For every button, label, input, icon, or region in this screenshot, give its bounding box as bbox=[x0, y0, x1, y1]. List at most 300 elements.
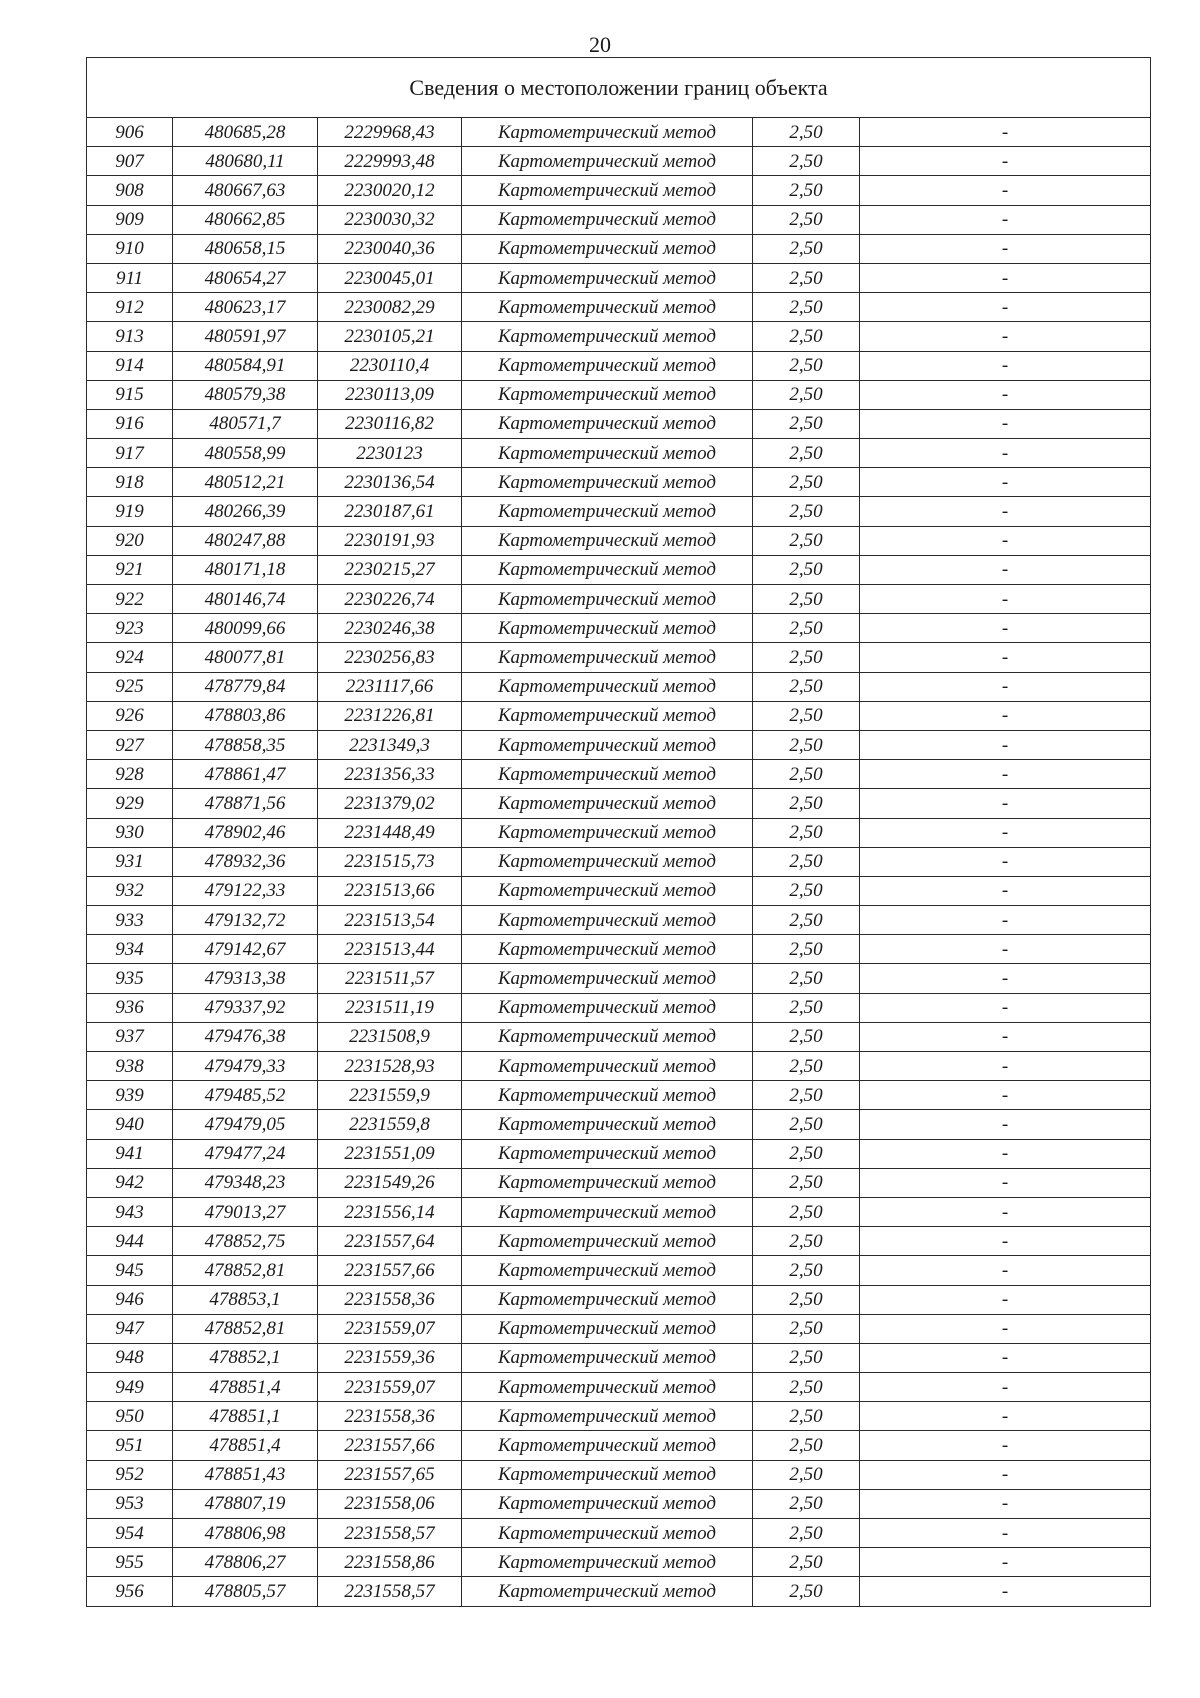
y-coordinate-cell: 2229993,48 bbox=[318, 147, 462, 176]
table-row bbox=[87, 1343, 1151, 1372]
x-coordinate-cell: 479485,52 bbox=[173, 1081, 318, 1110]
method-cell: Картометрический метод bbox=[462, 1519, 753, 1548]
accuracy-cell: 2,50 bbox=[753, 1256, 860, 1285]
x-coordinate-cell: 478858,35 bbox=[173, 730, 318, 759]
table-row bbox=[87, 118, 1151, 147]
point-number-cell: 910 bbox=[87, 234, 173, 263]
point-number-cell: 946 bbox=[87, 1285, 173, 1314]
y-coordinate-cell: 2231508,9 bbox=[318, 1022, 462, 1051]
method-cell: Картометрический метод bbox=[462, 497, 753, 526]
note-cell: - bbox=[860, 351, 1151, 380]
x-coordinate-cell: 480266,39 bbox=[173, 497, 318, 526]
method-cell: Картометрический метод bbox=[462, 585, 753, 614]
x-coordinate-cell: 479479,33 bbox=[173, 1052, 318, 1081]
method-cell: Картометрический метод bbox=[462, 439, 753, 468]
method-cell: Картометрический метод bbox=[462, 1460, 753, 1489]
note-cell: - bbox=[860, 993, 1151, 1022]
y-coordinate-cell: 2231558,36 bbox=[318, 1402, 462, 1431]
y-coordinate-cell: 2231528,93 bbox=[318, 1052, 462, 1081]
table-row bbox=[87, 1139, 1151, 1168]
point-number-cell: 926 bbox=[87, 701, 173, 730]
note-cell: - bbox=[860, 672, 1151, 701]
table-row bbox=[87, 585, 1151, 614]
x-coordinate-cell: 480247,88 bbox=[173, 526, 318, 555]
x-coordinate-cell: 478851,4 bbox=[173, 1431, 318, 1460]
accuracy-cell: 2,50 bbox=[753, 1052, 860, 1081]
method-cell: Картометрический метод bbox=[462, 555, 753, 584]
y-coordinate-cell: 2231557,64 bbox=[318, 1227, 462, 1256]
y-coordinate-cell: 2231558,36 bbox=[318, 1285, 462, 1314]
note-cell: - bbox=[860, 643, 1151, 672]
point-number-cell: 925 bbox=[87, 672, 173, 701]
y-coordinate-cell: 2231559,07 bbox=[318, 1373, 462, 1402]
accuracy-cell: 2,50 bbox=[753, 1519, 860, 1548]
x-coordinate-cell: 478902,46 bbox=[173, 818, 318, 847]
method-cell: Картометрический метод bbox=[462, 1548, 753, 1577]
accuracy-cell: 2,50 bbox=[753, 1489, 860, 1518]
accuracy-cell: 2,50 bbox=[753, 935, 860, 964]
method-cell: Картометрический метод bbox=[462, 643, 753, 672]
table-row bbox=[87, 1402, 1151, 1431]
accuracy-cell: 2,50 bbox=[753, 643, 860, 672]
note-cell: - bbox=[860, 760, 1151, 789]
table-row bbox=[87, 1519, 1151, 1548]
method-cell: Картометрический метод bbox=[462, 906, 753, 935]
x-coordinate-cell: 479013,27 bbox=[173, 1197, 318, 1226]
y-coordinate-cell: 2230030,32 bbox=[318, 205, 462, 234]
x-coordinate-cell: 479122,33 bbox=[173, 876, 318, 905]
table-row bbox=[87, 439, 1151, 468]
table-row bbox=[87, 1052, 1151, 1081]
x-coordinate-cell: 478852,1 bbox=[173, 1343, 318, 1372]
accuracy-cell: 2,50 bbox=[753, 1577, 860, 1606]
note-cell: - bbox=[860, 1548, 1151, 1577]
x-coordinate-cell: 478807,19 bbox=[173, 1489, 318, 1518]
x-coordinate-cell: 479132,72 bbox=[173, 906, 318, 935]
table-row bbox=[87, 380, 1151, 409]
method-cell: Картометрический метод bbox=[462, 993, 753, 1022]
table-row bbox=[87, 497, 1151, 526]
x-coordinate-cell: 480685,28 bbox=[173, 118, 318, 147]
x-coordinate-cell: 480099,66 bbox=[173, 614, 318, 643]
point-number-cell: 935 bbox=[87, 964, 173, 993]
note-cell: - bbox=[860, 176, 1151, 205]
x-coordinate-cell: 479477,24 bbox=[173, 1139, 318, 1168]
note-cell: - bbox=[860, 701, 1151, 730]
point-number-cell: 951 bbox=[87, 1431, 173, 1460]
point-number-cell: 928 bbox=[87, 760, 173, 789]
note-cell: - bbox=[860, 1197, 1151, 1226]
table-row bbox=[87, 351, 1151, 380]
method-cell: Картометрический метод bbox=[462, 614, 753, 643]
y-coordinate-cell: 2230082,29 bbox=[318, 293, 462, 322]
accuracy-cell: 2,50 bbox=[753, 1343, 860, 1372]
method-cell: Картометрический метод bbox=[462, 263, 753, 292]
table-row bbox=[87, 1197, 1151, 1226]
table-row bbox=[87, 526, 1151, 555]
table-row bbox=[87, 614, 1151, 643]
point-number-cell: 927 bbox=[87, 730, 173, 759]
accuracy-cell: 2,50 bbox=[753, 847, 860, 876]
point-number-cell: 947 bbox=[87, 1314, 173, 1343]
note-cell: - bbox=[860, 1110, 1151, 1139]
x-coordinate-cell: 480558,99 bbox=[173, 439, 318, 468]
note-cell: - bbox=[860, 964, 1151, 993]
accuracy-cell: 2,50 bbox=[753, 1168, 860, 1197]
method-cell: Картометрический метод bbox=[462, 789, 753, 818]
x-coordinate-cell: 479476,38 bbox=[173, 1022, 318, 1051]
method-cell: Картометрический метод bbox=[462, 1256, 753, 1285]
table-row bbox=[87, 1227, 1151, 1256]
accuracy-cell: 2,50 bbox=[753, 876, 860, 905]
point-number-cell: 942 bbox=[87, 1168, 173, 1197]
y-coordinate-cell: 2231511,19 bbox=[318, 993, 462, 1022]
point-number-cell: 922 bbox=[87, 585, 173, 614]
method-cell: Картометрический метод bbox=[462, 760, 753, 789]
x-coordinate-cell: 478805,57 bbox=[173, 1577, 318, 1606]
x-coordinate-cell: 478803,86 bbox=[173, 701, 318, 730]
accuracy-cell: 2,50 bbox=[753, 526, 860, 555]
point-number-cell: 908 bbox=[87, 176, 173, 205]
y-coordinate-cell: 2231558,86 bbox=[318, 1548, 462, 1577]
accuracy-cell: 2,50 bbox=[753, 964, 860, 993]
point-number-cell: 950 bbox=[87, 1402, 173, 1431]
point-number-cell: 919 bbox=[87, 497, 173, 526]
table-row bbox=[87, 993, 1151, 1022]
y-coordinate-cell: 2231556,14 bbox=[318, 1197, 462, 1226]
point-number-cell: 945 bbox=[87, 1256, 173, 1285]
note-cell: - bbox=[860, 1577, 1151, 1606]
x-coordinate-cell: 478779,84 bbox=[173, 672, 318, 701]
table-row bbox=[87, 1460, 1151, 1489]
y-coordinate-cell: 2231559,36 bbox=[318, 1343, 462, 1372]
note-cell: - bbox=[860, 1489, 1151, 1518]
note-cell: - bbox=[860, 1256, 1151, 1285]
accuracy-cell: 2,50 bbox=[753, 701, 860, 730]
point-number-cell: 931 bbox=[87, 847, 173, 876]
point-number-cell: 915 bbox=[87, 380, 173, 409]
method-cell: Картометрический метод bbox=[462, 1343, 753, 1372]
point-number-cell: 924 bbox=[87, 643, 173, 672]
method-cell: Картометрический метод bbox=[462, 409, 753, 438]
method-cell: Картометрический метод bbox=[462, 1431, 753, 1460]
y-coordinate-cell: 2230113,09 bbox=[318, 380, 462, 409]
accuracy-cell: 2,50 bbox=[753, 409, 860, 438]
method-cell: Картометрический метод bbox=[462, 322, 753, 351]
accuracy-cell: 2,50 bbox=[753, 585, 860, 614]
accuracy-cell: 2,50 bbox=[753, 993, 860, 1022]
note-cell: - bbox=[860, 1168, 1151, 1197]
note-cell: - bbox=[860, 322, 1151, 351]
method-cell: Картометрический метод bbox=[462, 1168, 753, 1197]
table-row bbox=[87, 730, 1151, 759]
y-coordinate-cell: 2230020,12 bbox=[318, 176, 462, 205]
method-cell: Картометрический метод bbox=[462, 147, 753, 176]
table-row bbox=[87, 322, 1151, 351]
x-coordinate-cell: 479348,23 bbox=[173, 1168, 318, 1197]
y-coordinate-cell: 2231515,73 bbox=[318, 847, 462, 876]
table-row bbox=[87, 701, 1151, 730]
method-cell: Картометрический метод bbox=[462, 1489, 753, 1518]
table-row bbox=[87, 468, 1151, 497]
x-coordinate-cell: 478853,1 bbox=[173, 1285, 318, 1314]
note-cell: - bbox=[860, 1081, 1151, 1110]
table-row bbox=[87, 1577, 1151, 1606]
point-number-cell: 932 bbox=[87, 876, 173, 905]
point-number-cell: 930 bbox=[87, 818, 173, 847]
y-coordinate-cell: 2231226,81 bbox=[318, 701, 462, 730]
y-coordinate-cell: 2231349,3 bbox=[318, 730, 462, 759]
accuracy-cell: 2,50 bbox=[753, 263, 860, 292]
y-coordinate-cell: 2230116,82 bbox=[318, 409, 462, 438]
table-row bbox=[87, 1168, 1151, 1197]
method-cell: Картометрический метод bbox=[462, 1081, 753, 1110]
table-row bbox=[87, 1110, 1151, 1139]
x-coordinate-cell: 478851,1 bbox=[173, 1402, 318, 1431]
y-coordinate-cell: 2230123 bbox=[318, 439, 462, 468]
accuracy-cell: 2,50 bbox=[753, 118, 860, 147]
point-number-cell: 917 bbox=[87, 439, 173, 468]
point-number-cell: 929 bbox=[87, 789, 173, 818]
y-coordinate-cell: 2230045,01 bbox=[318, 263, 462, 292]
table-row bbox=[87, 293, 1151, 322]
table-row bbox=[87, 263, 1151, 292]
y-coordinate-cell: 2231513,54 bbox=[318, 906, 462, 935]
accuracy-cell: 2,50 bbox=[753, 555, 860, 584]
point-number-cell: 956 bbox=[87, 1577, 173, 1606]
point-number-cell: 938 bbox=[87, 1052, 173, 1081]
x-coordinate-cell: 480667,63 bbox=[173, 176, 318, 205]
point-number-cell: 944 bbox=[87, 1227, 173, 1256]
table-row bbox=[87, 176, 1151, 205]
point-number-cell: 918 bbox=[87, 468, 173, 497]
method-cell: Картометрический метод bbox=[462, 176, 753, 205]
table-title: Сведения о местоположении границ объекта bbox=[87, 58, 1151, 118]
note-cell: - bbox=[860, 1460, 1151, 1489]
method-cell: Картометрический метод bbox=[462, 1197, 753, 1226]
method-cell: Картометрический метод bbox=[462, 468, 753, 497]
y-coordinate-cell: 2229968,43 bbox=[318, 118, 462, 147]
y-coordinate-cell: 2231559,07 bbox=[318, 1314, 462, 1343]
accuracy-cell: 2,50 bbox=[753, 1460, 860, 1489]
y-coordinate-cell: 2231379,02 bbox=[318, 789, 462, 818]
y-coordinate-cell: 2231511,57 bbox=[318, 964, 462, 993]
x-coordinate-cell: 478861,47 bbox=[173, 760, 318, 789]
table-row bbox=[87, 847, 1151, 876]
point-number-cell: 921 bbox=[87, 555, 173, 584]
table-row bbox=[87, 205, 1151, 234]
table-row bbox=[87, 409, 1151, 438]
table-row bbox=[87, 234, 1151, 263]
accuracy-cell: 2,50 bbox=[753, 205, 860, 234]
point-number-cell: 914 bbox=[87, 351, 173, 380]
accuracy-cell: 2,50 bbox=[753, 1548, 860, 1577]
point-number-cell: 912 bbox=[87, 293, 173, 322]
y-coordinate-cell: 2231557,66 bbox=[318, 1256, 462, 1285]
point-number-cell: 923 bbox=[87, 614, 173, 643]
note-cell: - bbox=[860, 818, 1151, 847]
point-number-cell: 954 bbox=[87, 1519, 173, 1548]
point-number-cell: 934 bbox=[87, 935, 173, 964]
note-cell: - bbox=[860, 380, 1151, 409]
accuracy-cell: 2,50 bbox=[753, 730, 860, 759]
note-cell: - bbox=[860, 468, 1151, 497]
point-number-cell: 953 bbox=[87, 1489, 173, 1518]
note-cell: - bbox=[860, 1022, 1151, 1051]
note-cell: - bbox=[860, 585, 1151, 614]
y-coordinate-cell: 2231559,9 bbox=[318, 1081, 462, 1110]
y-coordinate-cell: 2231549,26 bbox=[318, 1168, 462, 1197]
method-cell: Картометрический метод bbox=[462, 526, 753, 555]
accuracy-cell: 2,50 bbox=[753, 1285, 860, 1314]
note-cell: - bbox=[860, 263, 1151, 292]
table-row bbox=[87, 643, 1151, 672]
y-coordinate-cell: 2231356,33 bbox=[318, 760, 462, 789]
note-cell: - bbox=[860, 1052, 1151, 1081]
x-coordinate-cell: 478871,56 bbox=[173, 789, 318, 818]
point-number-cell: 911 bbox=[87, 263, 173, 292]
note-cell: - bbox=[860, 439, 1151, 468]
point-number-cell: 933 bbox=[87, 906, 173, 935]
note-cell: - bbox=[860, 614, 1151, 643]
y-coordinate-cell: 2230246,38 bbox=[318, 614, 462, 643]
y-coordinate-cell: 2230256,83 bbox=[318, 643, 462, 672]
table-body bbox=[87, 118, 1151, 1607]
accuracy-cell: 2,50 bbox=[753, 147, 860, 176]
table-row bbox=[87, 1373, 1151, 1402]
note-cell: - bbox=[860, 497, 1151, 526]
accuracy-cell: 2,50 bbox=[753, 760, 860, 789]
x-coordinate-cell: 480658,15 bbox=[173, 234, 318, 263]
note-cell: - bbox=[860, 1314, 1151, 1343]
point-number-cell: 936 bbox=[87, 993, 173, 1022]
x-coordinate-cell: 479479,05 bbox=[173, 1110, 318, 1139]
table-row bbox=[87, 906, 1151, 935]
y-coordinate-cell: 2230040,36 bbox=[318, 234, 462, 263]
x-coordinate-cell: 480680,11 bbox=[173, 147, 318, 176]
note-cell: - bbox=[860, 906, 1151, 935]
method-cell: Картометрический метод bbox=[462, 1314, 753, 1343]
accuracy-cell: 2,50 bbox=[753, 234, 860, 263]
y-coordinate-cell: 2230226,74 bbox=[318, 585, 462, 614]
accuracy-cell: 2,50 bbox=[753, 614, 860, 643]
y-coordinate-cell: 2231513,66 bbox=[318, 876, 462, 905]
point-number-cell: 920 bbox=[87, 526, 173, 555]
note-cell: - bbox=[860, 234, 1151, 263]
method-cell: Картометрический метод bbox=[462, 935, 753, 964]
table-row bbox=[87, 555, 1151, 584]
method-cell: Картометрический метод bbox=[462, 964, 753, 993]
accuracy-cell: 2,50 bbox=[753, 906, 860, 935]
table-row bbox=[87, 1431, 1151, 1460]
x-coordinate-cell: 478851,4 bbox=[173, 1373, 318, 1402]
accuracy-cell: 2,50 bbox=[753, 1373, 860, 1402]
table-row bbox=[87, 1256, 1151, 1285]
point-number-cell: 916 bbox=[87, 409, 173, 438]
table-row bbox=[87, 789, 1151, 818]
table-row bbox=[87, 1489, 1151, 1518]
note-cell: - bbox=[860, 1285, 1151, 1314]
accuracy-cell: 2,50 bbox=[753, 1022, 860, 1051]
point-number-cell: 941 bbox=[87, 1139, 173, 1168]
x-coordinate-cell: 478852,75 bbox=[173, 1227, 318, 1256]
accuracy-cell: 2,50 bbox=[753, 439, 860, 468]
point-number-cell: 937 bbox=[87, 1022, 173, 1051]
accuracy-cell: 2,50 bbox=[753, 468, 860, 497]
x-coordinate-cell: 478851,43 bbox=[173, 1460, 318, 1489]
x-coordinate-cell: 480077,81 bbox=[173, 643, 318, 672]
method-cell: Картометрический метод bbox=[462, 293, 753, 322]
y-coordinate-cell: 2230105,21 bbox=[318, 322, 462, 351]
x-coordinate-cell: 480662,85 bbox=[173, 205, 318, 234]
page-number: 20 bbox=[589, 32, 611, 57]
y-coordinate-cell: 2230110,4 bbox=[318, 351, 462, 380]
x-coordinate-cell: 480584,91 bbox=[173, 351, 318, 380]
note-cell: - bbox=[860, 1431, 1151, 1460]
note-cell: - bbox=[860, 847, 1151, 876]
accuracy-cell: 2,50 bbox=[753, 1431, 860, 1460]
table-row bbox=[87, 147, 1151, 176]
point-number-cell: 939 bbox=[87, 1081, 173, 1110]
point-number-cell: 906 bbox=[87, 118, 173, 147]
method-cell: Картометрический метод bbox=[462, 1577, 753, 1606]
method-cell: Картометрический метод bbox=[462, 1373, 753, 1402]
x-coordinate-cell: 478852,81 bbox=[173, 1256, 318, 1285]
boundary-coordinates-table bbox=[86, 57, 1151, 1607]
accuracy-cell: 2,50 bbox=[753, 1139, 860, 1168]
table-row bbox=[87, 1022, 1151, 1051]
accuracy-cell: 2,50 bbox=[753, 1227, 860, 1256]
accuracy-cell: 2,50 bbox=[753, 1314, 860, 1343]
table-row bbox=[87, 1314, 1151, 1343]
note-cell: - bbox=[860, 1402, 1151, 1431]
y-coordinate-cell: 2231559,8 bbox=[318, 1110, 462, 1139]
accuracy-cell: 2,50 bbox=[753, 351, 860, 380]
point-number-cell: 949 bbox=[87, 1373, 173, 1402]
note-cell: - bbox=[860, 1343, 1151, 1372]
table-row bbox=[87, 672, 1151, 701]
method-cell: Картометрический метод bbox=[462, 205, 753, 234]
accuracy-cell: 2,50 bbox=[753, 1081, 860, 1110]
method-cell: Картометрический метод bbox=[462, 351, 753, 380]
note-cell: - bbox=[860, 555, 1151, 584]
accuracy-cell: 2,50 bbox=[753, 1402, 860, 1431]
accuracy-cell: 2,50 bbox=[753, 293, 860, 322]
point-number-cell: 913 bbox=[87, 322, 173, 351]
note-cell: - bbox=[860, 205, 1151, 234]
method-cell: Картометрический метод bbox=[462, 1227, 753, 1256]
y-coordinate-cell: 2230187,61 bbox=[318, 497, 462, 526]
note-cell: - bbox=[860, 1227, 1151, 1256]
point-number-cell: 948 bbox=[87, 1343, 173, 1372]
y-coordinate-cell: 2231558,06 bbox=[318, 1489, 462, 1518]
y-coordinate-cell: 2231558,57 bbox=[318, 1519, 462, 1548]
method-cell: Картометрический метод bbox=[462, 1052, 753, 1081]
method-cell: Картометрический метод bbox=[462, 234, 753, 263]
method-cell: Картометрический метод bbox=[462, 818, 753, 847]
point-number-cell: 909 bbox=[87, 205, 173, 234]
x-coordinate-cell: 480171,18 bbox=[173, 555, 318, 584]
x-coordinate-cell: 480579,38 bbox=[173, 380, 318, 409]
method-cell: Картометрический метод bbox=[462, 701, 753, 730]
method-cell: Картометрический метод bbox=[462, 118, 753, 147]
y-coordinate-cell: 2231558,57 bbox=[318, 1577, 462, 1606]
x-coordinate-cell: 480591,97 bbox=[173, 322, 318, 351]
accuracy-cell: 2,50 bbox=[753, 322, 860, 351]
accuracy-cell: 2,50 bbox=[753, 176, 860, 205]
method-cell: Картометрический метод bbox=[462, 847, 753, 876]
y-coordinate-cell: 2231551,09 bbox=[318, 1139, 462, 1168]
